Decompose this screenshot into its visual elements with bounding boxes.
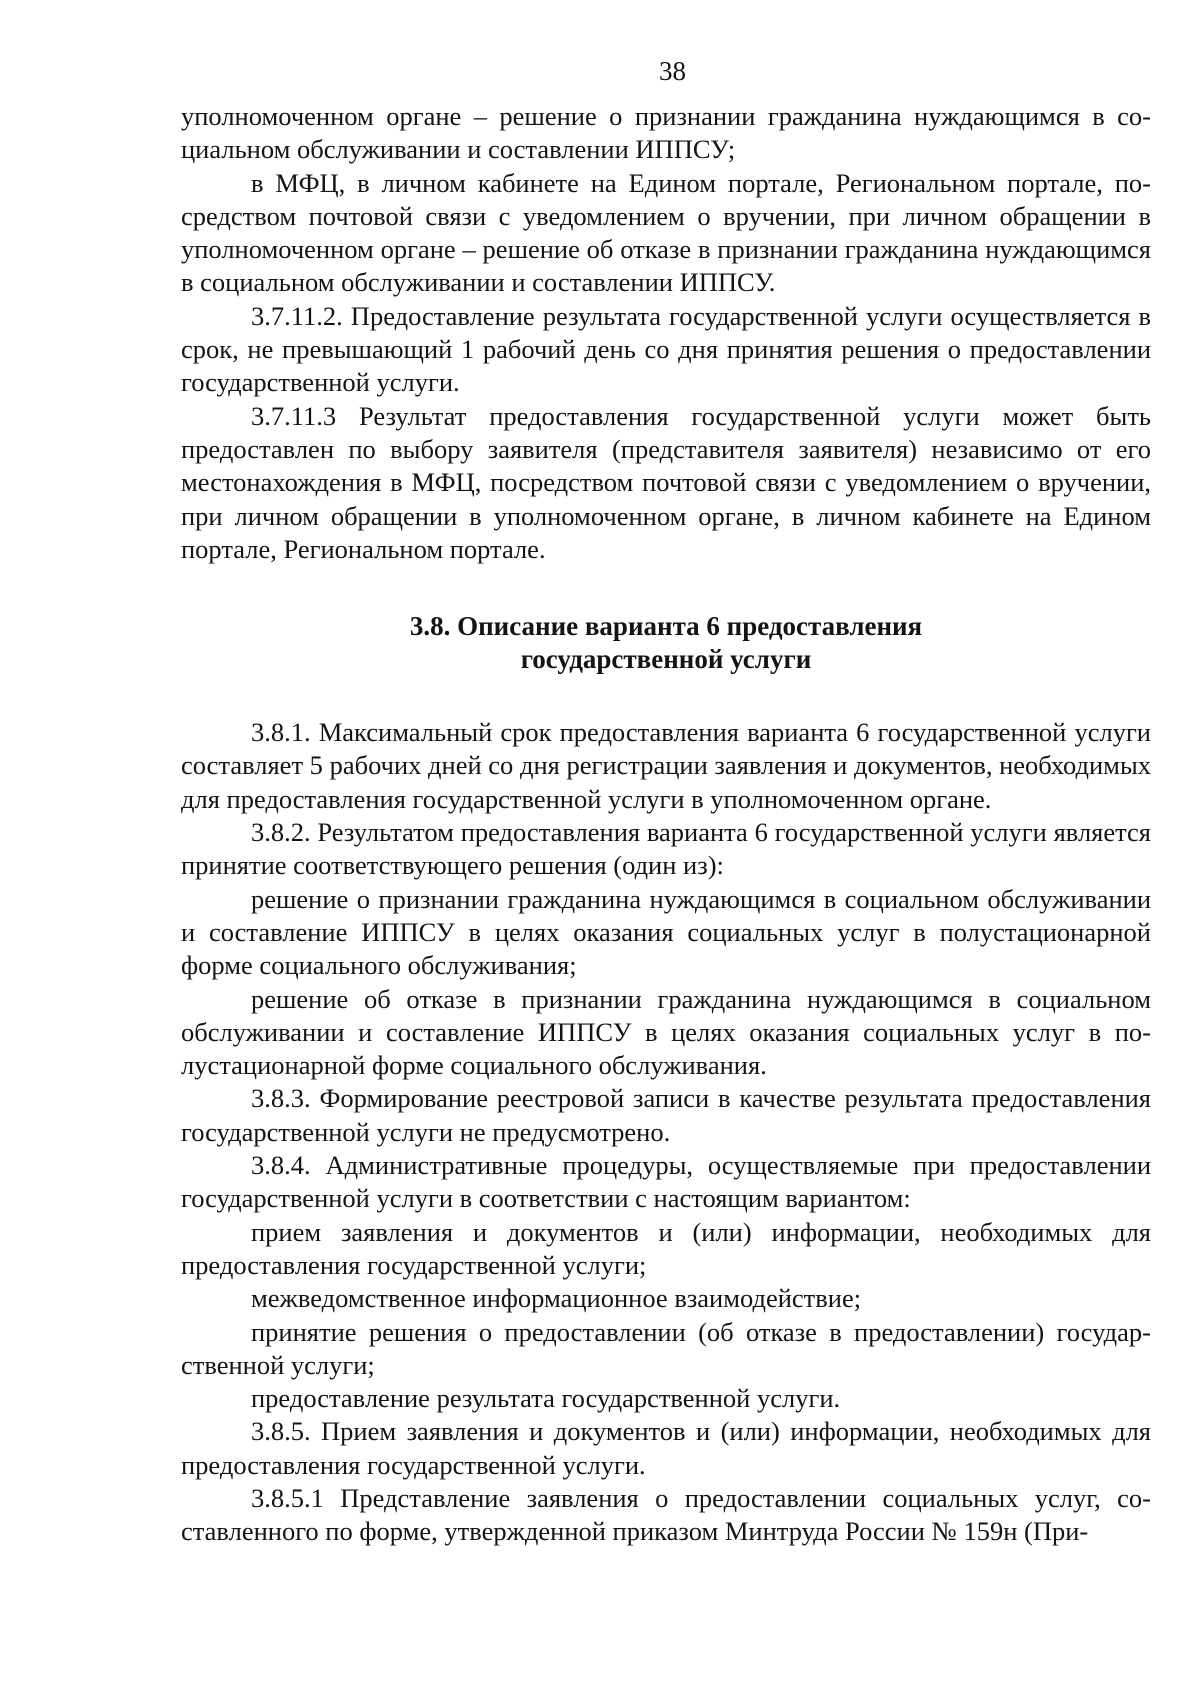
paragraph: решение о признании гражданина нуждающимся в социальном обслуживании и составление ИППСУ в целях оказания социальных услуг в полустационарной форме социального обслуживания; <box>181 883 1151 981</box>
paragraph: 3.8.1. Максимальный срок предоставления варианта 6 государственной услуги составляет 5 рабочих дней со дня регистрации заявления и документов, необходимых для предоставления государственной услуги в уполномоченном органе. <box>181 717 1151 814</box>
paragraph: 3.8.5. Прием заявления и документов и (или) информации, необходимых для предоставления государственной услуги. <box>181 1416 1151 1480</box>
paragraph: 3.8.5.1 Представление заявления о предоставлении социальных услуг, составленного по форме, утвержденной приказом Минтруда России № 159н (При- <box>181 1482 1151 1547</box>
paragraph: уполномоченном органе – решение о признании гражданина нуждающимся в социальном обслуживании и составлении ИППСУ; <box>181 101 1151 165</box>
paragraph: 3.8.4. Административные процедуры, осуществляемые при предоставлении государственной услуги в соответствии с настоящим вариантом: <box>181 1150 1151 1214</box>
paragraph: предоставление результата государственной услуги. <box>251 1383 841 1414</box>
paragraph: 3.7.11.2. Предоставление результата государственной услуги осуществляется в срок, не превышающий 1 рабочий день со дня принятия решения о предоставлении государственной услуги. <box>181 300 1151 398</box>
paragraph: 3.8.2. Результатом предоставления варианта 6 государственной услуги является принятие соответствующего решения (один из): <box>181 817 1151 881</box>
paragraph: принятие решения о предоставлении (об отказе в предоставлении) государственной услуги; <box>181 1316 1151 1380</box>
paragraph: 3.7.11.3 Результат предоставления государственной услуги может быть предоставлен по выбору заявителя (представителя заявителя) независимо от его местонахождения в МФЦ, посредством почтовой связи с уведомлением о вручении, при личном обращении в уполномоченном органе, в личном кабинете на Едином портале, Региональном портале. <box>181 400 1151 564</box>
document-body <box>181 100 1151 1549</box>
paragraph: прием заявления и документов и (или) информации, необходимых для предоставления государственной услуги; <box>181 1216 1151 1280</box>
paragraph-group-top <box>181 100 1151 566</box>
paragraph: решение об отказе в признании гражданина нуждающимся в социальном обслуживании и составление ИППСУ в целях оказания социальных услуг в полустационарной форме социального обслуживания. <box>181 983 1151 1081</box>
paragraph: в МФЦ, в личном кабинете на Едином портале, Региональном портале, посредством почтовой связи с уведомлением о вручении, при личном обращении в уполномоченном органе – решение об отказе в признании гражданина нуждающимся в социальном обслуживании и составлении ИППСУ. <box>181 167 1151 298</box>
section-heading-line-2: государственной услуги <box>520 644 812 675</box>
paragraph-group-bottom <box>181 716 1151 1548</box>
paragraph: 3.8.3. Формирование реестровой записи в качестве результата предоставления государственной услуги не предусмотрено. <box>181 1083 1151 1147</box>
section-heading-line-1: 3.8. Описание варианта 6 предоставления <box>409 611 923 642</box>
page-number: 38 <box>659 56 686 86</box>
paragraph: межведомственное информационное взаимодействие; <box>251 1283 862 1314</box>
section-heading <box>181 610 1151 676</box>
